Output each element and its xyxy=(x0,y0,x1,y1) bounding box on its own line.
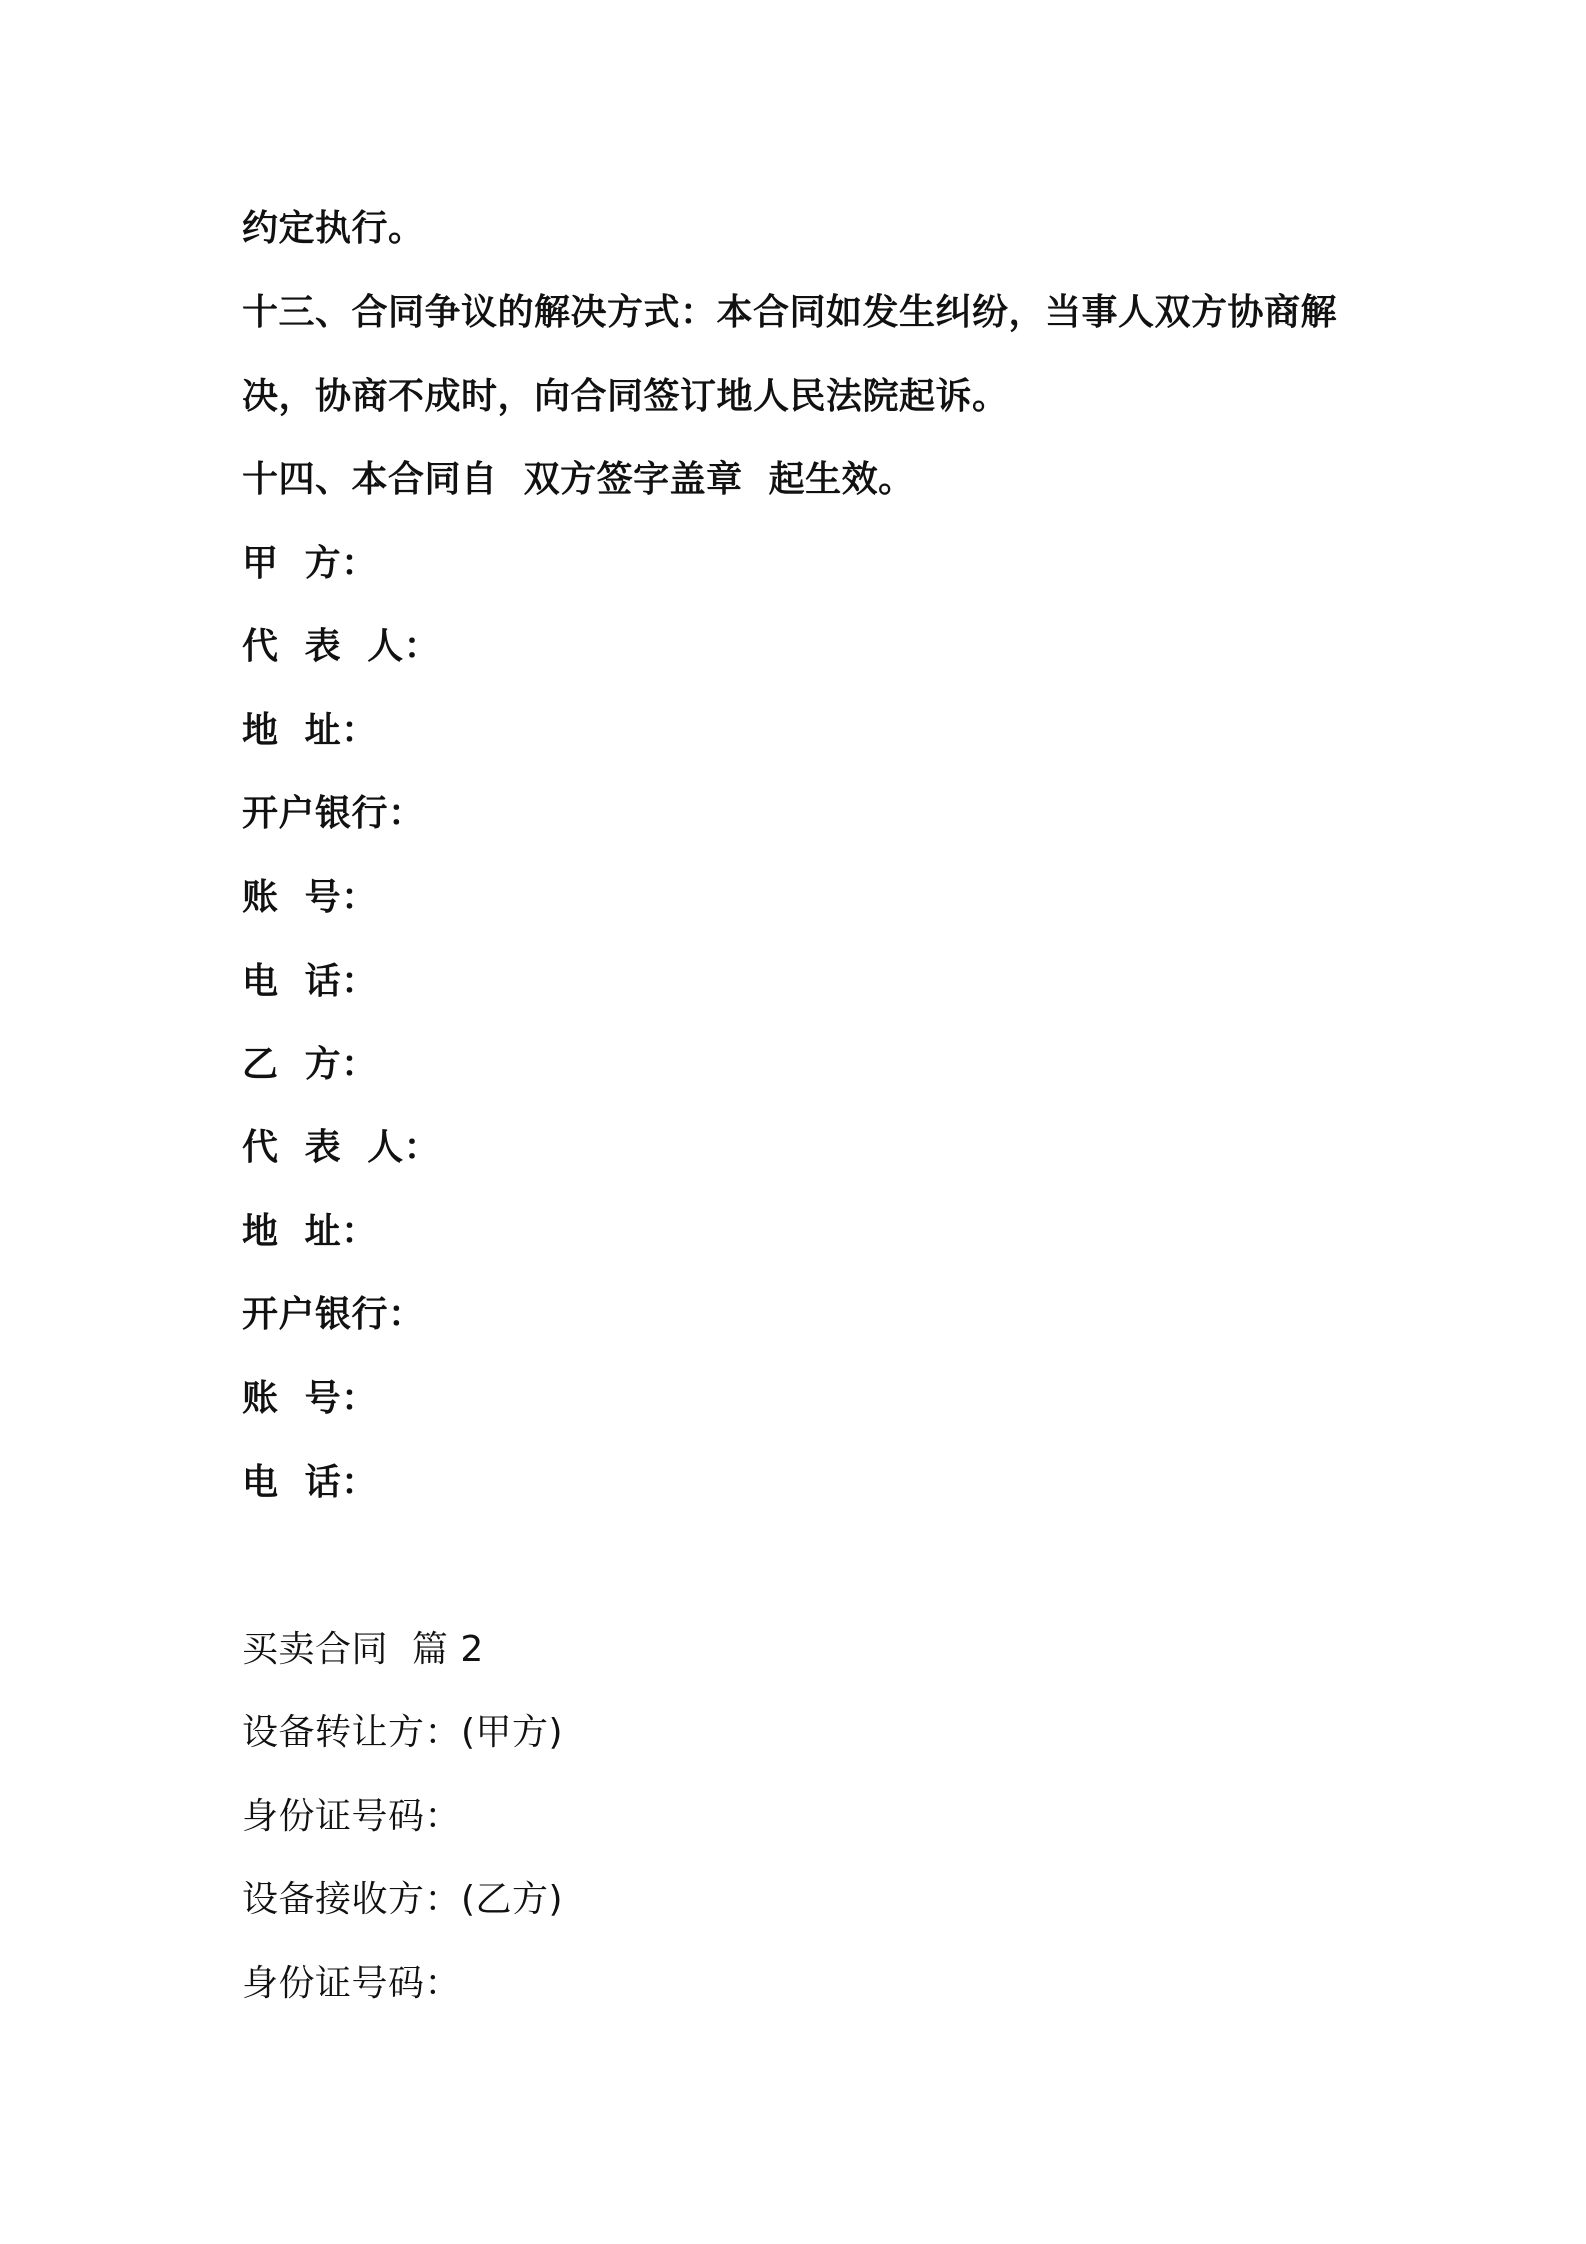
party-b-phone-label: 电 话： xyxy=(242,1462,378,1503)
party-a-phone-label: 电 话： xyxy=(242,961,378,1002)
party-b-bank-label: 开户银行： xyxy=(242,1294,425,1335)
clause-13-line-1: 十三、合同争议的解决方式：本合同如发生纠纷，当事人双方协商解 xyxy=(242,292,1338,333)
party-a-representative-label: 代 表 人： xyxy=(242,626,441,667)
party-b-address-label: 地 址： xyxy=(242,1211,378,1252)
party-a-address-label: 地 址： xyxy=(242,710,378,751)
party-b-account-label: 账 号： xyxy=(242,1378,378,1419)
clause-14: 十四、本合同自 双方签字盖章 起生效。 xyxy=(242,459,915,500)
transferor-id-label: 身份证号码： xyxy=(242,1796,462,1837)
transferor-label: 设备转让方：(甲方) xyxy=(242,1712,564,1753)
party-b-label: 乙 方： xyxy=(242,1044,378,1085)
receiver-label: 设备接收方：(乙方) xyxy=(242,1879,564,1920)
party-b-representative-label: 代 表 人： xyxy=(242,1127,441,1168)
clause-13-line-2: 决，协商不成时，向合同签订地人民法院起诉。 xyxy=(242,376,1009,417)
party-a-account-label: 账 号： xyxy=(242,877,378,918)
receiver-id-label: 身份证号码： xyxy=(242,1963,462,2004)
clause-12-tail: 约定执行。 xyxy=(242,208,425,249)
party-a-label: 甲 方： xyxy=(242,543,378,584)
section-2-heading: 买卖合同 篇 2 xyxy=(242,1629,484,1670)
party-a-bank-label: 开户银行： xyxy=(242,793,425,834)
